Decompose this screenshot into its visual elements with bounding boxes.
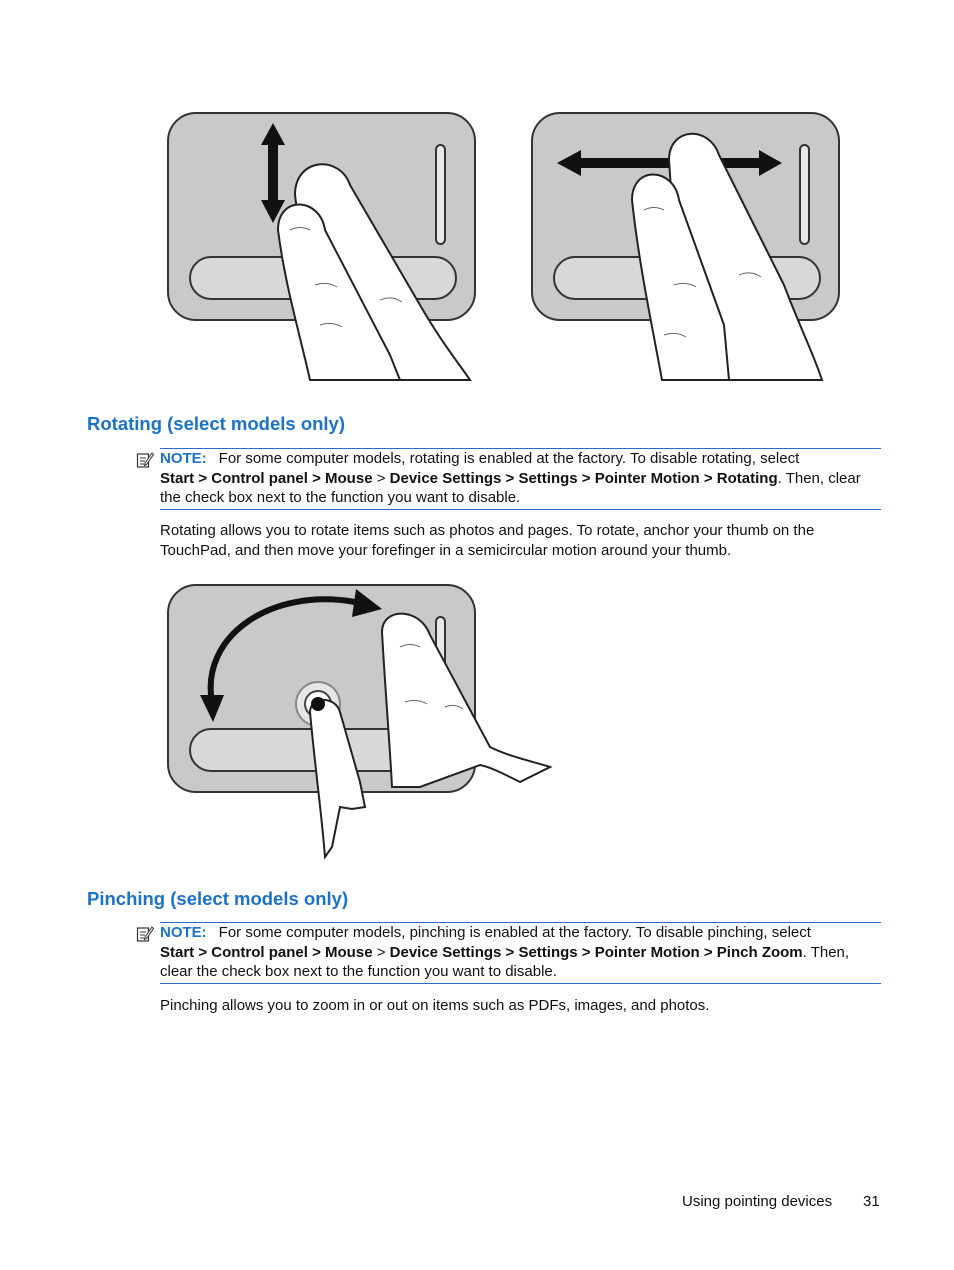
note-text: . Then, clear the check box next to the function you want to disable. (160, 943, 850, 980)
path-separator: > (372, 469, 390, 487)
path-separator: > (372, 943, 390, 961)
menu-path: Start > Control panel > Mouse (160, 943, 373, 961)
note-rotating (160, 448, 881, 510)
note-pencil-icon (136, 451, 154, 469)
note-pinching (160, 922, 881, 984)
note-text: For some computer models, pinching is enabled at the factory. To disable pinching, select (218, 924, 811, 941)
section-heading-rotating: Rotating (select models only) (87, 413, 346, 434)
page-number: 31 (863, 1193, 880, 1210)
footer-section-title: Using pointing devices (682, 1193, 833, 1210)
menu-path: Device Settings > Settings > Pointer Motion > Rotating (389, 469, 778, 487)
note-pencil-icon (136, 925, 154, 943)
rotate-gesture-illustration (160, 577, 560, 857)
note-text: For some computer models, rotating is enabled at the factory. To disable rotating, select (218, 450, 800, 467)
section-heading-pinching: Pinching (select models only) (87, 888, 349, 909)
note-label: NOTE: (160, 924, 207, 941)
vertical-scroll-illustration (160, 105, 480, 385)
horizontal-scroll-illustration (524, 105, 844, 385)
menu-path: Start > Control panel > Mouse (160, 469, 373, 487)
rotating-paragraph: Rotating allows you to rotate items such as photos and pages. To rotate, anchor your thumb on the TouchPad, and then move your forefinger in a semicircular motion around your thumb. (160, 522, 815, 559)
pinching-paragraph: Pinching allows you to zoom in or out on items such as PDFs, images, and photos. (160, 997, 710, 1014)
note-text: . Then, clear the check box next to the function you want to disable. (160, 469, 861, 506)
menu-path: Device Settings > Settings > Pointer Motion > Pinch Zoom (389, 943, 803, 961)
note-label: NOTE: (160, 450, 207, 467)
